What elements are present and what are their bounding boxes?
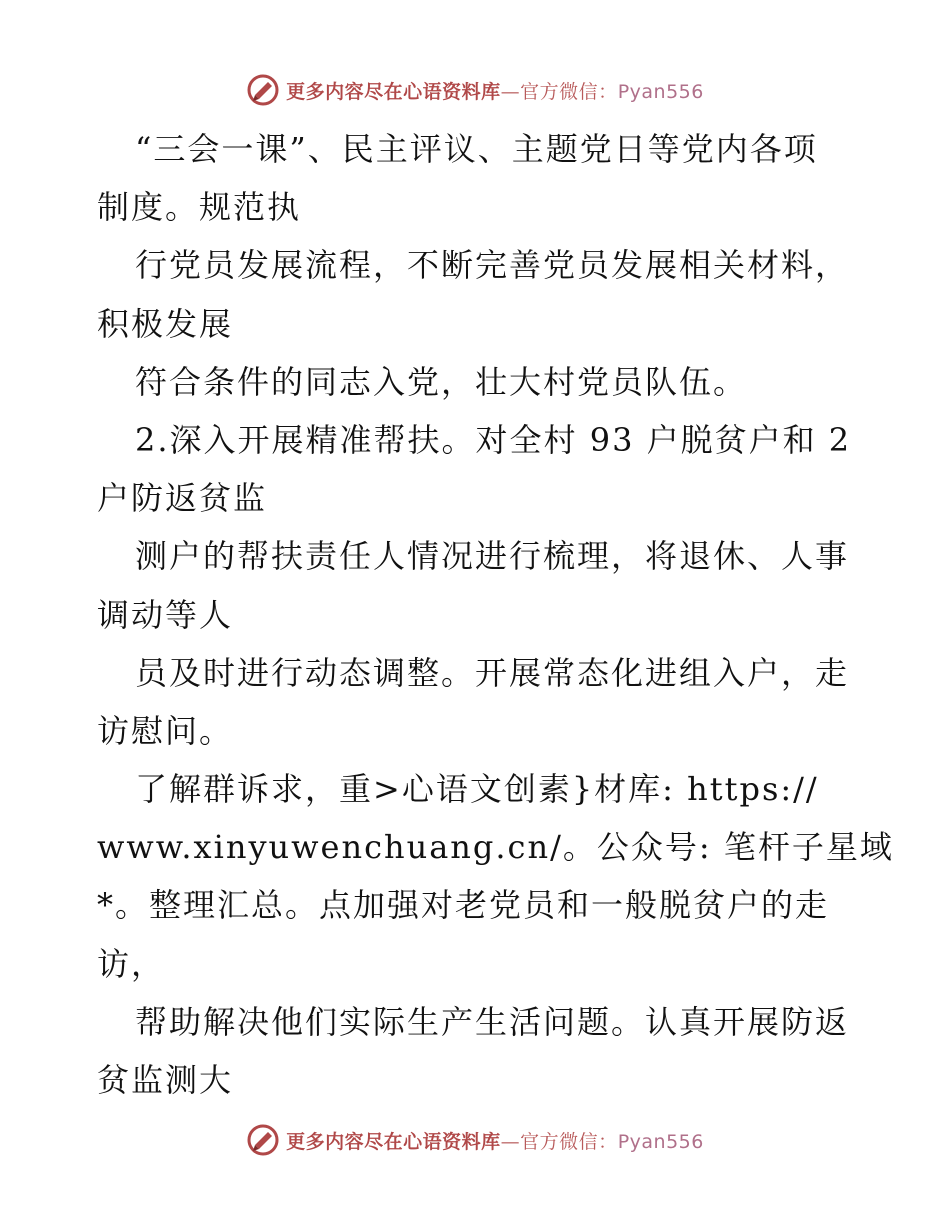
watermark-dash: —: [500, 80, 521, 103]
text-line: 积极发展: [97, 304, 234, 343]
document-body: [97, 120, 894, 1109]
text-line: 制度。规范执: [97, 188, 302, 227]
text-line: “三会一课”、民主评议、主题党日等党内各项: [135, 130, 818, 168]
watermark-text: [286, 1127, 704, 1154]
text-line: 访，: [97, 944, 166, 983]
watermark-account-label: 官方微信：: [520, 1130, 618, 1153]
pen-logo-icon: [246, 1123, 280, 1157]
watermark-dash: —: [500, 1130, 521, 1153]
watermark-account-label: 官方微信：: [520, 80, 618, 103]
footer-watermark: [0, 1120, 950, 1160]
text-line: 2.深入开展精准帮扶。对全村 93 户脱贫户和 2: [135, 420, 852, 459]
text-line: 测户的帮扶责任人情况进行梳理，将退休、人事: [135, 537, 850, 576]
text-line: 符合条件的同志入党，壮大村党员队伍。: [135, 362, 748, 401]
pen-logo-icon: [246, 73, 280, 107]
text-line: 调动等人: [97, 595, 234, 634]
watermark-brand: 更多内容尽在心语资料库: [286, 1130, 501, 1153]
text-line: 访慰问。: [97, 711, 234, 750]
watermark-account-id: Pyan556: [617, 1130, 704, 1153]
watermark-text: [286, 77, 704, 104]
text-line: www.xinyuwenchuang.cn/。公众号: 笔杆子星域: [97, 828, 894, 867]
header-watermark: [0, 70, 950, 110]
text-line: 户防返贫监: [97, 479, 268, 518]
text-line: 行党员发展流程，不断完善党员发展相关材料，: [135, 246, 850, 285]
text-line: 员及时进行动态调整。开展常态化进组入户，走: [135, 653, 850, 692]
text-line: 贫监测大: [97, 1061, 234, 1099]
watermark-brand: 更多内容尽在心语资料库: [286, 80, 501, 103]
text-line: 了解群诉求，重>心语文创素}材库: https://: [135, 770, 819, 809]
text-line: *。整理汇总。点加强对老党员和一般脱贫户的走: [97, 886, 830, 925]
text-line: 帮助解决他们实际生产生活问题。认真开展防返: [135, 1002, 850, 1041]
watermark-account-id: Pyan556: [617, 80, 704, 103]
